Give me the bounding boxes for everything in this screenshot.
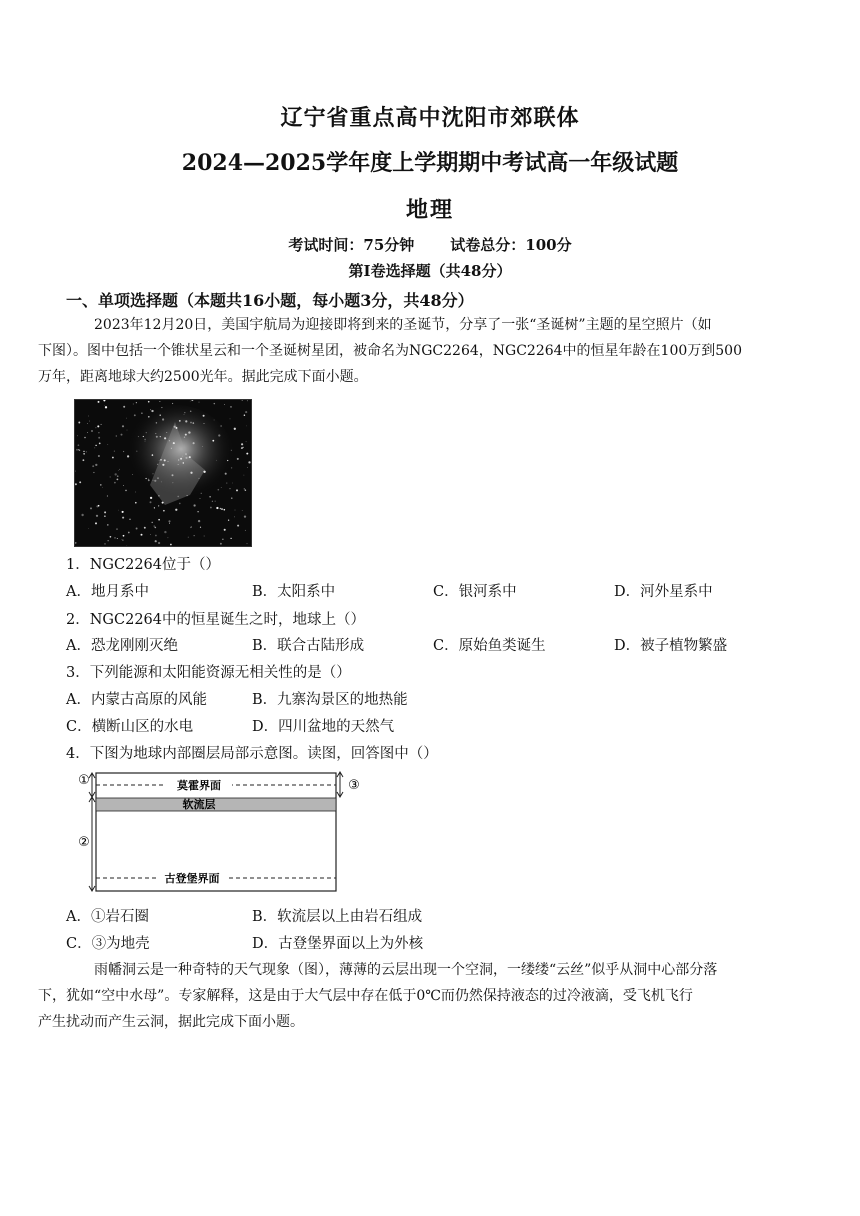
subject-title: 地理	[405, 197, 454, 223]
q3-option-a[interactable]: A．内蒙古高原的风能	[66, 692, 207, 708]
passage-1	[38, 312, 798, 390]
q3-option-c[interactable]: C．横断山区的水电	[66, 719, 194, 735]
marker-3: ③	[348, 778, 360, 793]
passage-line: 万年，距离地球大约2500光年。据此完成下面小题。	[38, 369, 368, 385]
q2-option-d[interactable]: D．被子植物繁盛	[614, 638, 728, 654]
passage-line: 雨幡洞云是一种奇特的天气现象（图），薄薄的云层出现一个空洞，一缕缕“云丝”似乎从洞中心部分落	[94, 962, 718, 978]
moho-label: 莫霍界面	[177, 779, 221, 792]
section-title: 一、单项选择题（本题共16小题，每小题3分，共48分）	[66, 291, 474, 310]
earth-layers-diagram	[72, 770, 372, 895]
q1-option-a[interactable]: A．地月系中	[66, 584, 149, 600]
passage-line: 下图）。图中包括一个锥状星云和一个圣诞树星团，被命名为NGC2264，NGC2264中的恒星年龄在100万到500	[38, 343, 742, 359]
q4-option-b[interactable]: B．软流层以上由岩石组成	[252, 909, 423, 925]
q2-option-c[interactable]: C．原始鱼类诞生	[433, 638, 546, 654]
part-title: 第Ⅰ卷选择题（共48分）	[348, 262, 512, 280]
q1-option-c[interactable]: C．银河系中	[433, 584, 517, 600]
q2-option-a[interactable]: A．恐龙刚刚灭绝	[66, 638, 178, 654]
earth-layers-svg	[72, 770, 372, 895]
total-score: 试卷总分：100分	[450, 236, 572, 254]
q1-option-d[interactable]: D．河外星系中	[614, 584, 713, 600]
passage-2	[38, 957, 798, 1035]
exam-school-title: 辽宁省重点高中沈阳市郊联体	[280, 105, 580, 131]
question-4-stem: 4．下图为地球内部圈层局部示意图。读图，回答图中（）	[66, 746, 438, 762]
nebula-image	[75, 400, 251, 546]
q3-option-b[interactable]: B．九寨沟景区的地热能	[252, 692, 408, 708]
gutenberg-label: 古登堡界面	[164, 872, 220, 885]
question-2-stem: 2．NGC2264中的恒星诞生之时，地球上（）	[66, 612, 365, 628]
q1-option-b[interactable]: B．太阳系中	[252, 584, 336, 600]
exam-time: 考试时间：75分钟	[288, 236, 415, 254]
passage-line: 2023年12月20日，美国宇航局为迎接即将到来的圣诞节，分享了一张“圣诞树”主题的星空照片（如	[94, 317, 712, 333]
q4-option-c[interactable]: C．③为地壳	[66, 936, 150, 952]
exam-title: 2024—2025学年度上学期期中考试高一年级试题	[181, 150, 679, 176]
passage-line: 下，犹如“空中水母”。专家解释，这是由于大气层中存在低于0℃而仍然保持液态的过冷液滴，受飞机飞行	[38, 988, 693, 1004]
q4-option-a[interactable]: A．①岩石圈	[66, 909, 149, 925]
q4-option-d[interactable]: D．古登堡界面以上为外核	[252, 936, 424, 952]
exam-meta	[0, 234, 860, 255]
asthenosphere-label: 软流层	[182, 798, 216, 811]
question-3-stem: 3．下列能源和太阳能资源无相关性的是（）	[66, 665, 351, 681]
q2-option-b[interactable]: B．联合古陆形成	[252, 638, 365, 654]
q3-option-d[interactable]: D．四川盆地的天然气	[252, 719, 395, 735]
passage-line: 产生扰动而产生云洞，据此完成下面小题。	[38, 1014, 304, 1030]
nebula-photo	[74, 399, 252, 547]
marker-1: ①	[78, 773, 90, 788]
question-1-stem: 1．NGC2264位于（）	[66, 557, 220, 573]
marker-2: ②	[78, 835, 90, 850]
